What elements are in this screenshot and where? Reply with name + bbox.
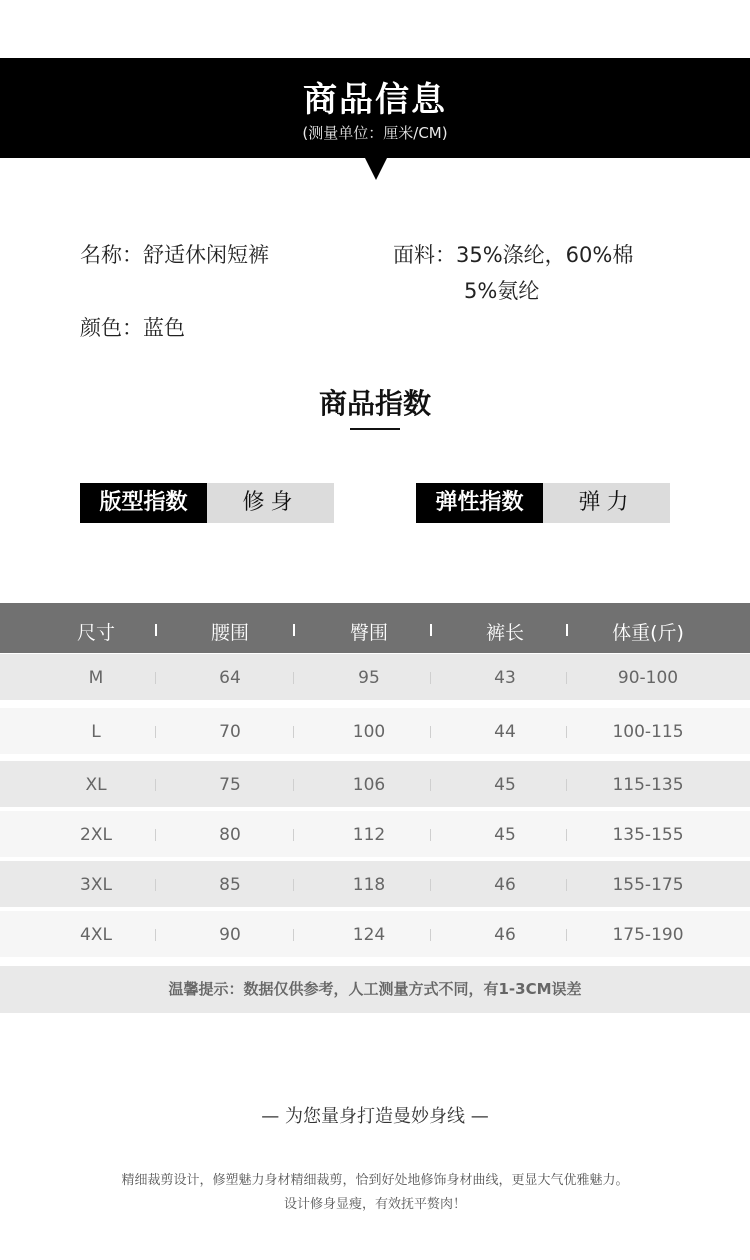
- row-divider: [155, 779, 156, 791]
- description-line-2: 设计修身显瘦，有效抚平赘肉！: [283, 1197, 466, 1212]
- row-divider: [430, 726, 431, 738]
- row-divider: [293, 672, 294, 684]
- header-length: 裤长: [485, 622, 524, 644]
- header-divider: [430, 624, 432, 636]
- cell-length: 45: [494, 775, 516, 795]
- cell-size: M: [88, 668, 104, 688]
- row-divider: [155, 929, 156, 941]
- cell-size: L: [91, 722, 101, 742]
- product-fabric: 面料：35%涤纶，60%棉: [393, 243, 634, 267]
- index-section-title: 商品指数: [318, 387, 431, 420]
- fit-index-label: 版型指数: [80, 483, 207, 523]
- row-divider: [566, 879, 567, 891]
- row-divider: [566, 829, 567, 841]
- row-divider: [293, 829, 294, 841]
- cell-length: 43: [494, 668, 516, 688]
- row-divider: [155, 726, 156, 738]
- cell-length: 45: [494, 825, 516, 845]
- cell-waist: 64: [219, 668, 241, 688]
- product-name: 名称：舒适休闲短裤: [80, 243, 269, 267]
- product-fabric-cont: 5%氨纶: [464, 279, 540, 303]
- table-row: [0, 654, 750, 700]
- row-divider: [566, 929, 567, 941]
- elasticity-index-value: 弹力: [543, 483, 670, 523]
- row-divider: [155, 672, 156, 684]
- header-size: 尺寸: [76, 622, 115, 644]
- cell-waist: 80: [219, 825, 241, 845]
- row-divider: [293, 879, 294, 891]
- cell-size: XL: [85, 775, 107, 795]
- row-divider: [293, 779, 294, 791]
- cell-size: 3XL: [80, 875, 112, 895]
- row-divider: [155, 829, 156, 841]
- cell-waist: 85: [219, 875, 241, 895]
- header-banner: [0, 58, 750, 158]
- measurement-unit: (测量单位：厘米/CM): [302, 124, 448, 142]
- cell-weight: 155-175: [612, 875, 684, 895]
- header-divider: [293, 624, 295, 636]
- table-row: [0, 861, 750, 907]
- row-divider: [430, 829, 431, 841]
- header-hip: 臀围: [349, 622, 388, 644]
- fit-index: [80, 483, 334, 523]
- cell-hip: 124: [352, 925, 386, 945]
- row-divider: [566, 672, 567, 684]
- row-divider: [293, 929, 294, 941]
- table-row: [0, 708, 750, 754]
- row-divider: [430, 672, 431, 684]
- cell-hip: 95: [358, 668, 380, 688]
- row-divider: [155, 879, 156, 891]
- cell-size: 2XL: [80, 825, 112, 845]
- cell-hip: 118: [352, 875, 386, 895]
- measurement-tip: 温馨提示：数据仅供参考，人工测量方式不同，有1-3CM误差: [0, 966, 750, 1013]
- slogan: — 为您量身打造曼妙身线 —: [261, 1106, 489, 1127]
- row-divider: [430, 929, 431, 941]
- row-divider: [566, 726, 567, 738]
- cell-length: 46: [494, 925, 516, 945]
- header-waist: 腰围: [210, 622, 249, 644]
- header-weight: 体重(斤): [612, 622, 684, 644]
- elasticity-index: [416, 483, 670, 523]
- page-title: 商品信息: [303, 80, 447, 120]
- elasticity-index-label: 弹性指数: [416, 483, 543, 523]
- row-divider: [293, 726, 294, 738]
- cell-length: 44: [494, 722, 516, 742]
- cell-weight: 115-135: [612, 775, 684, 795]
- table-row: [0, 911, 750, 957]
- cell-weight: 135-155: [612, 825, 684, 845]
- cell-size: 4XL: [80, 925, 112, 945]
- title-underline: [350, 428, 400, 430]
- fit-index-value: 修身: [207, 483, 334, 523]
- table-row: [0, 761, 750, 807]
- description-line-1: 精细裁剪设计，修塑魅力身材精细裁剪，恰到好处地修饰身材曲线，更显大气优雅魅力。: [121, 1173, 629, 1188]
- banner-pointer-icon: [365, 158, 387, 180]
- cell-weight: 90-100: [617, 668, 679, 688]
- cell-weight: 100-115: [612, 722, 684, 742]
- size-table-header: [0, 603, 750, 653]
- cell-waist: 70: [219, 722, 241, 742]
- table-row: [0, 811, 750, 857]
- cell-waist: 75: [219, 775, 241, 795]
- cell-hip: 100: [352, 722, 386, 742]
- cell-hip: 106: [352, 775, 386, 795]
- row-divider: [430, 779, 431, 791]
- header-divider: [566, 624, 568, 636]
- row-divider: [430, 879, 431, 891]
- cell-weight: 175-190: [612, 925, 684, 945]
- product-color: 颜色：蓝色: [80, 316, 185, 340]
- cell-length: 46: [494, 875, 516, 895]
- header-divider: [155, 624, 157, 636]
- cell-waist: 90: [219, 925, 241, 945]
- cell-hip: 112: [352, 825, 386, 845]
- row-divider: [566, 779, 567, 791]
